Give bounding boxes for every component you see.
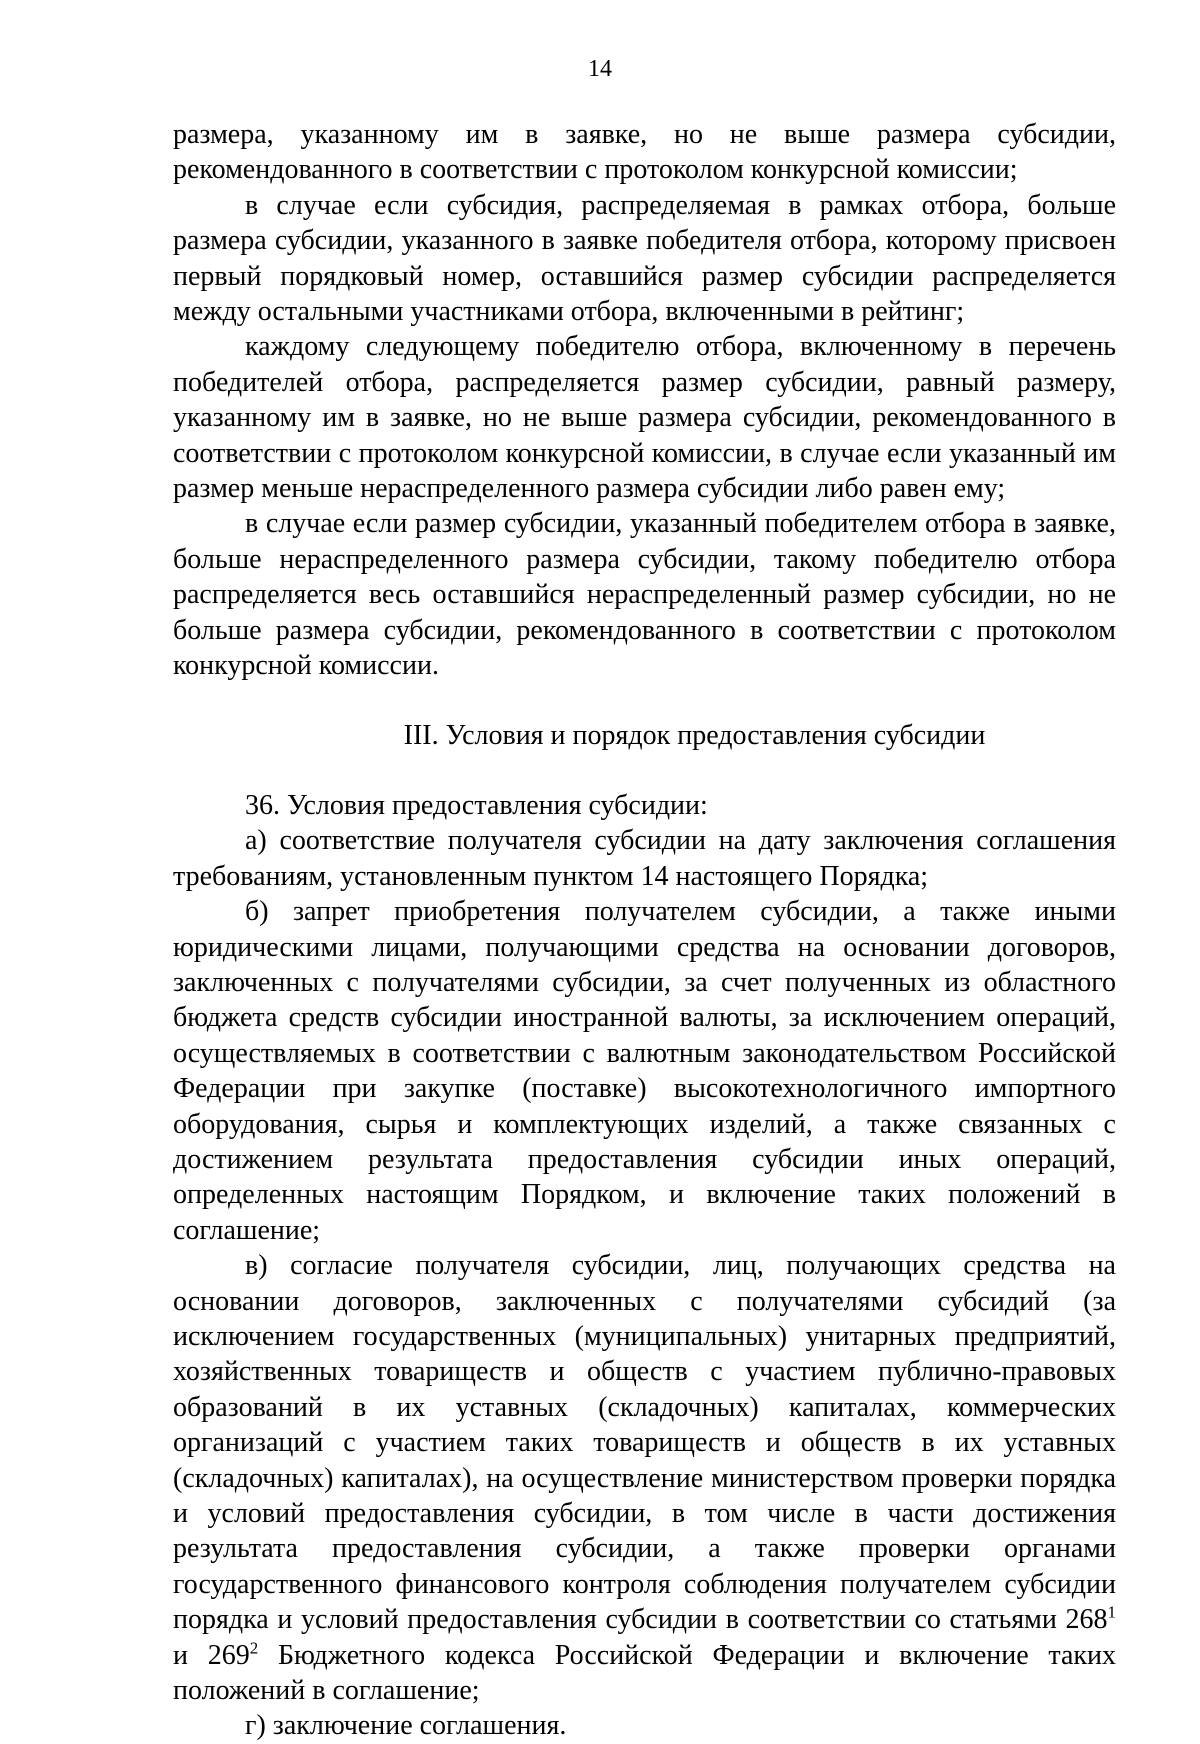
document-body [173, 117, 1116, 1744]
paragraph: в случае если размер субсидии, указанный победителем отбора в заявке, больше нераспределенного размера субсидии, такому победителю отбора распределяется весь оставшийся нераспределенный размер субсидии, но не больше размера субсидии, рекомендованного в соответствии с протоколом конкурсной комиссии. [173, 508, 1116, 682]
clause-v-text-2: и 269 [173, 1639, 250, 1671]
paragraph: в случае если субсидия, распределяемая в рамках отбора, больше размера субсидии, указанного в заявке победителя отбора, которому присвоен первый порядковый номер, оставшийся размер субсидии распределяется между остальными участниками отбора, включенными в рейтинг; [173, 189, 1116, 328]
clause-v-text-3: Бюджетного кодекса Российской Федерации и включение таких положений в соглашение; [173, 1639, 1117, 1707]
page-number: 14 [588, 56, 612, 82]
clause-g: г) заключение соглашения. [245, 1710, 567, 1742]
paragraph: размера, указанному им в заявке, но не выше размера субсидии, рекомендованного в соответствии с протоколом конкурсной комиссии; [173, 119, 1116, 186]
superscript: 2 [249, 1638, 259, 1658]
clause-v-text-1: в) согласие получателя субсидии, лиц, получающих средства на основании договоров, заключенных с получателями субсидий (за исключением государственных (муниципальных) унитарных предприятий, хозяйственных товариществ и обществ с участием публично-правовых образований в их уставных (складочных) капиталах, коммерческих организаций с участием таких товариществ и обществ в их уставных (складочных) капиталах), на осуществление министерством проверки порядка и условий предоставления субсидии, в том числе в части достижения результата предоставления субсидии, а также проверки органами государственного финансового контроля соблюдения получателем субсидии порядка и условий предоставления субсидии в соответствии со статьями 268 [173, 1250, 1116, 1636]
clause-36-heading: 36. Условия предоставления субсидии: [245, 789, 708, 821]
paragraph: каждому следующему победителю отбора, включенному в перечень победителей отбора, распределяется размер субсидии, равный размеру, указанному им в заявке, но не выше размера субсидии, рекомендованного в соответствии с протоколом конкурсной комиссии, в случае если указанный им размер меньше нераспределенного размера субсидии либо равен ему; [173, 331, 1116, 505]
clause-b: б) запрет приобретения получателем субсидии, а также иными юридическими лицами, получающими средства на основании договоров, заключенных с получателями субсидии, за счет полученных из областного бюджета средств субсидии иностранной валюты, за исключением операций, осуществляемых в соответствии с валютным законодательством Российской Федерации при закупке (поставке) высокотехнологичного импортного оборудования, сырья и комплектующих изделий, а также связанных с достижением результата предоставления субсидии иных операций, определенных настоящим Порядком, и включение таких положений в соглашение; [173, 896, 1116, 1246]
clause-v [173, 1248, 1116, 1708]
section-heading: III. Условия и порядок предоставления субсидии [403, 719, 986, 751]
superscript: 1 [1107, 1602, 1116, 1622]
clause-a: а) соответствие получателя субсидии на дату заключения соглашения требованиям, установленным пунктом 14 настоящего Порядка; [173, 825, 1116, 892]
